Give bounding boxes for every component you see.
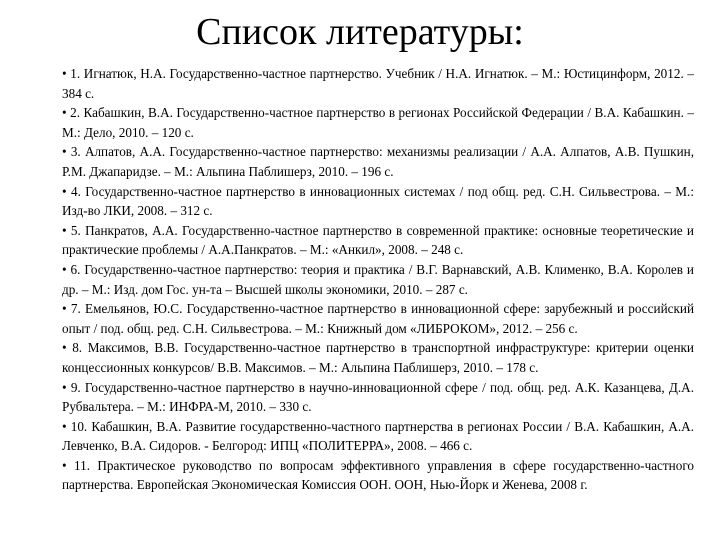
list-item: • 10. Кабашкин, В.А. Развитие государственно-частного партнерства в регионах России / В.А. Кабашкин, А.А. Левченко, В.А. Сидоров. - Белгород: ИПЦ «ПОЛИТЕРРА», 2008. – 466 с. (62, 418, 694, 454)
list-item: • 7. Емельянов, Ю.С. Государственно-частное партнерство в инновационной сфере: зарубежный и российский опыт / под. общ. ред. С.Н. Сильвестрова. – М.: Книжный дом «ЛИБРОКОМ», 2012. – 256 с. (62, 301, 694, 336)
page-title: Список литературы: (196, 11, 524, 53)
list-item: • 2. Кабашкин, В.А. Государственно-частное партнерство в регионах Российской Федерации / В.А. Кабашкин. – М.: Дело, 2010. – 120 с. (62, 105, 694, 140)
list-item: • 5. Панкратов, А.А. Государственно-частное партнерство в современной практике: основные теоретические и практические проблемы / А.А.Панкратов. – М.: «Анкил», 2008. – 248 с. (62, 222, 694, 258)
list-item: • 3. Алпатов, А.А. Государственно-частное партнерство: механизмы реализации / А.А. Алпатов, А.В. Пушкин, Р.М. Джапаридзе. – М.: Альпина Паблишерз, 2010. – 196 с. (62, 144, 694, 179)
list-item: • 11. Практическое руководство по вопросам эффективного управления в сфере государственно-частного партнерства. Европейская Экономическая Комиссия ООН. ООН, Нью-Йорк и Женева, 2008 г. (62, 457, 694, 493)
list-item: • 8. Максимов, В.В. Государственно-частное партнерство в транспортной инфраструктуре: критерии оценки концессионных конкурсов/ В.В. Максимов. – М.: Альпина Паблишерз, 2010. – 178 с. (62, 340, 694, 375)
list-item: • 1. Игнатюк, Н.А. Государственно-частное партнерство. Учебник / Н.А. Игнатюк. – М.: Юстицинформ, 2012. – 384 с. (62, 66, 694, 101)
reference-list (62, 64, 694, 495)
list-item: • 4. Государственно-частное партнерство в инновационных системах / под общ. ред. С.Н. Сильвестрова. – М.: Изд-во ЛКИ, 2008. – 312 с. (62, 183, 694, 219)
list-item: • 9. Государственно-частное партнерство в научно-инновационной сфере / под. общ. ред. А.К. Казанцева, Д.А. Рубвальтера. – М.: ИНФРА-М, 2010. – 330 с. (62, 379, 694, 415)
list-item: • 6. Государственно-частное партнерство: теория и практика / В.Г. Варнавский, А.В. Клименко, В.А. Королев и др. – М.: Изд. дом Гос. ун-та – Высшей школы экономики, 2010. – 287 с. (62, 261, 694, 297)
